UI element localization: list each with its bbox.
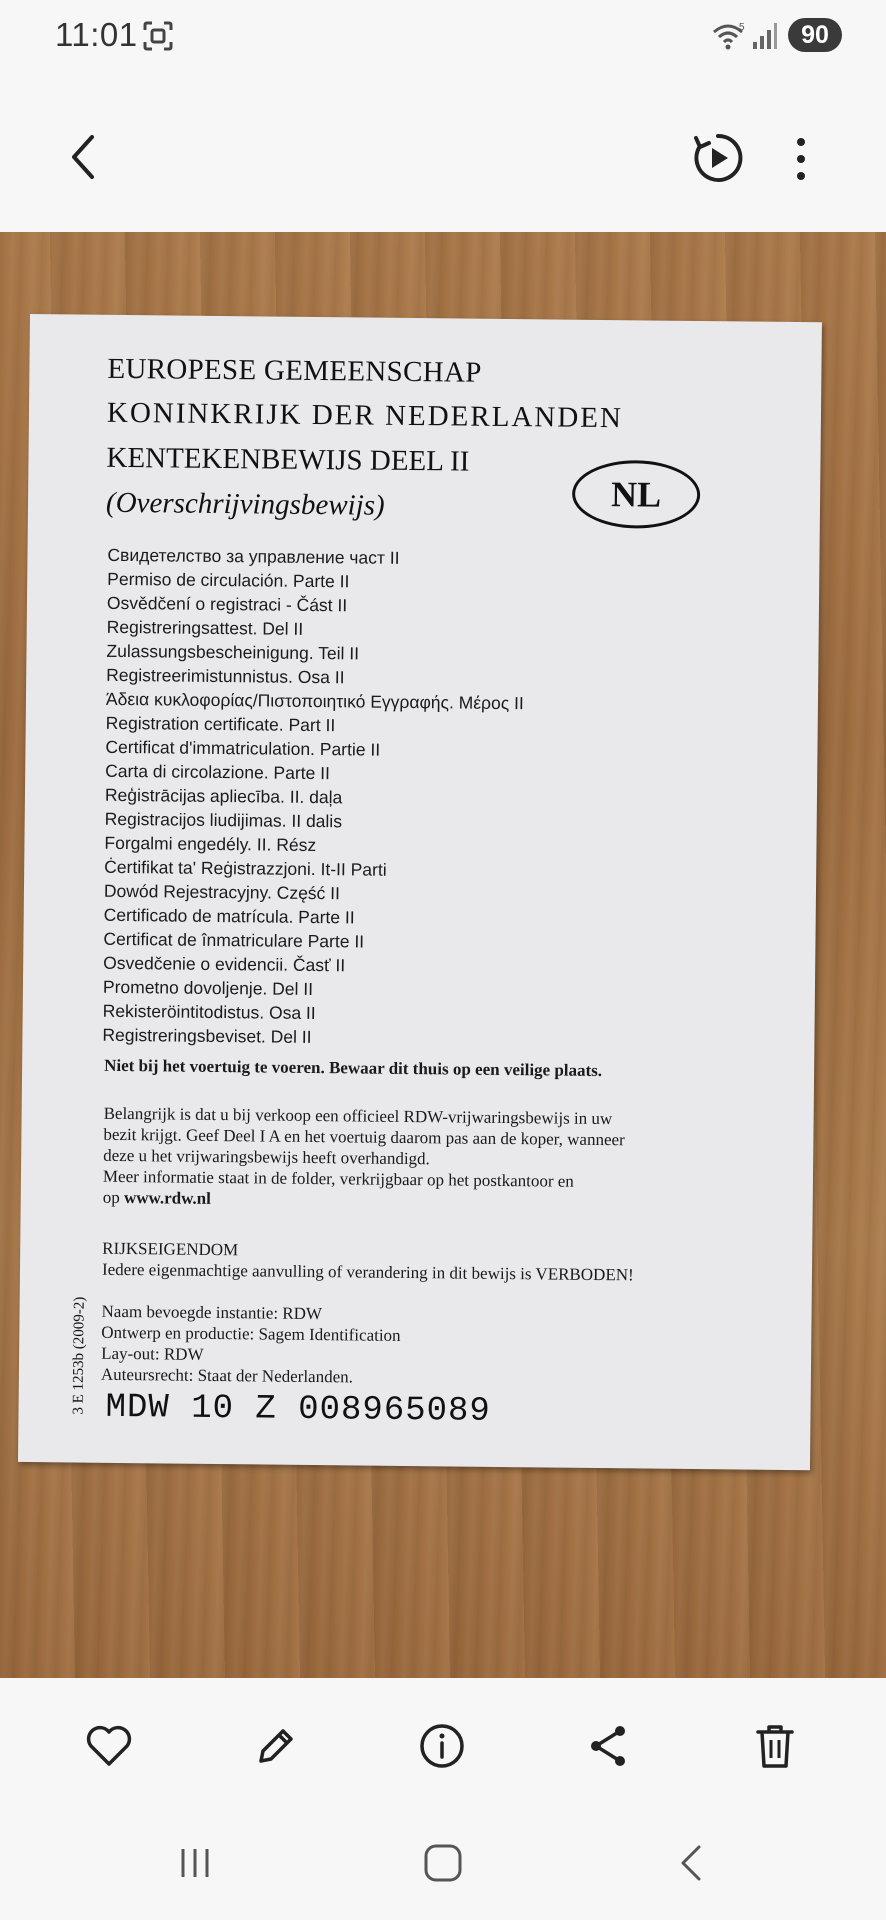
credit-line: Auteursrecht: Staat der Nederlanden. xyxy=(100,1364,354,1387)
serial-number: MDW 10 Z 008965089 xyxy=(105,1388,491,1431)
info-line: Meer informatie staat in de folder, verkrijgbaar op het postkantoor en xyxy=(102,1166,574,1191)
language-title: Zulassungsbescheinigung. Teil II xyxy=(106,640,360,664)
language-title: Registreringsattest. Del II xyxy=(106,616,304,639)
language-title: Rekisteröintitodistus. Osa II xyxy=(102,1000,316,1024)
status-time: 11:01 xyxy=(55,16,138,53)
language-title: Άδεια κυκλοφορίας/Πιστοποιητικό Εγγραφής. Μέρος II xyxy=(105,688,524,714)
back-nav-icon xyxy=(671,1841,711,1885)
language-title: Registreerimistunnistus. Osa II xyxy=(106,664,345,688)
language-title: Certificado de matrícula. Parte II xyxy=(103,904,355,928)
recent-apps-icon xyxy=(175,1843,215,1883)
language-title: Свидетелство за управление част II xyxy=(107,544,400,568)
ownership-note: Iedere eigenmachtige aanvulling of verandering in dit bewijs is VERBODEN! xyxy=(101,1259,634,1285)
language-title: Certificat de înmatriculare Parte II xyxy=(103,928,365,952)
info-line: deze u het vrijwaringsbewijs heeft overhandigd. xyxy=(103,1145,430,1169)
credit-line: Naam bevoegde instantie: RDW xyxy=(101,1301,323,1324)
language-title: Registracijos liudijimas. II dalis xyxy=(104,808,343,832)
doc-header-line-4: (Overschrijvingsbewijs) xyxy=(105,486,385,522)
favorite-icon xyxy=(85,1724,133,1768)
doc-header-line-3: KENTEKENBEWIJS DEEL II xyxy=(106,441,470,478)
info-url-prefix: op xyxy=(102,1187,125,1208)
doc-header-line-1: EUROPESE GEMEENSCHAP xyxy=(107,352,482,389)
ownership-title: RIJKSEIGENDOM xyxy=(102,1238,239,1260)
motion-photo-icon xyxy=(690,130,746,186)
share-icon xyxy=(586,1723,630,1769)
language-title: Prometno dovoljenje. Del II xyxy=(102,976,314,1000)
language-title: Forgalmi engedély. II. Rész xyxy=(104,832,317,856)
bottom-toolbar xyxy=(0,1678,886,1808)
doc-header-line-2: KONINKRIJK DER NEDERLANDEN xyxy=(106,396,624,435)
wifi-icon xyxy=(712,20,748,52)
form-code: 3 E 1253b (2009-2) xyxy=(70,1296,88,1415)
delete-icon xyxy=(754,1722,796,1770)
ownership-section xyxy=(102,1238,782,1287)
credits-section xyxy=(101,1301,401,1388)
screenshot-icon xyxy=(142,20,174,52)
details-button[interactable] xyxy=(414,1718,470,1774)
country-badge: NL xyxy=(572,460,701,529)
edit-icon xyxy=(253,1723,299,1769)
delete-button[interactable] xyxy=(747,1718,803,1774)
recent-apps-button[interactable] xyxy=(170,1838,220,1888)
info-url: www.rdw.nl xyxy=(123,1188,212,1208)
credit-line: Ontwerp en productie: Sagem Identification xyxy=(101,1322,401,1345)
language-title: Registreringsbeviset. Del II xyxy=(102,1024,312,1047)
language-title: Permiso de circulación. Parte II xyxy=(107,568,350,592)
edit-button[interactable] xyxy=(248,1718,304,1774)
favorite-button[interactable] xyxy=(81,1718,137,1774)
credit-line: Lay-out: RDW xyxy=(101,1343,204,1364)
signal-icon xyxy=(752,22,778,50)
sale-info-paragraph xyxy=(103,1103,764,1215)
more-options-button[interactable] xyxy=(786,134,816,184)
home-icon xyxy=(422,1842,464,1884)
language-title: Registration certificate. Part II xyxy=(105,712,336,736)
language-title: Reģistrācijas apliecība. II. daļa xyxy=(104,784,343,808)
system-nav-bar xyxy=(0,1808,886,1920)
info-line: Belangrijk is dat u bij verkoop een officieel RDW-vrijwaringsbewijs in uw xyxy=(103,1103,613,1129)
battery-indicator: 90 xyxy=(788,18,842,52)
storage-warning: Niet bij het voertuig te voeren. Bewaar dit thuis op een veilige plaats. xyxy=(104,1055,603,1081)
more-options-icon xyxy=(786,134,816,184)
svg-text:5: 5 xyxy=(739,22,745,33)
language-title: Ċertifikat ta' Reġistrazzjoni. It-II Parti xyxy=(104,856,387,880)
motion-photo-button[interactable] xyxy=(690,130,746,186)
registration-certificate-document xyxy=(18,314,822,1470)
language-title: Osvedčenie o evidencii. Časť II xyxy=(103,952,346,976)
share-button[interactable] xyxy=(580,1718,636,1774)
info-line: bezit krijgt. Geef Deel I A en het voertuig daarom pas aan de koper, wanneer xyxy=(103,1124,625,1150)
language-title: Dowód Rejestracyjny. Część II xyxy=(103,880,341,904)
back-icon xyxy=(64,132,104,182)
nav-back-button[interactable] xyxy=(666,1838,716,1888)
language-title: Carta di circolazione. Parte II xyxy=(105,760,331,784)
photo-viewer[interactable] xyxy=(0,232,886,1678)
language-title: Osvědčení o registraci - Část II xyxy=(106,592,348,616)
home-button[interactable] xyxy=(418,1838,468,1888)
language-title-list xyxy=(102,543,525,1051)
back-button[interactable] xyxy=(64,132,114,192)
language-title: Certificat d'immatriculation. Partie II xyxy=(105,736,381,760)
status-bar xyxy=(0,0,886,72)
info-icon xyxy=(418,1722,466,1770)
